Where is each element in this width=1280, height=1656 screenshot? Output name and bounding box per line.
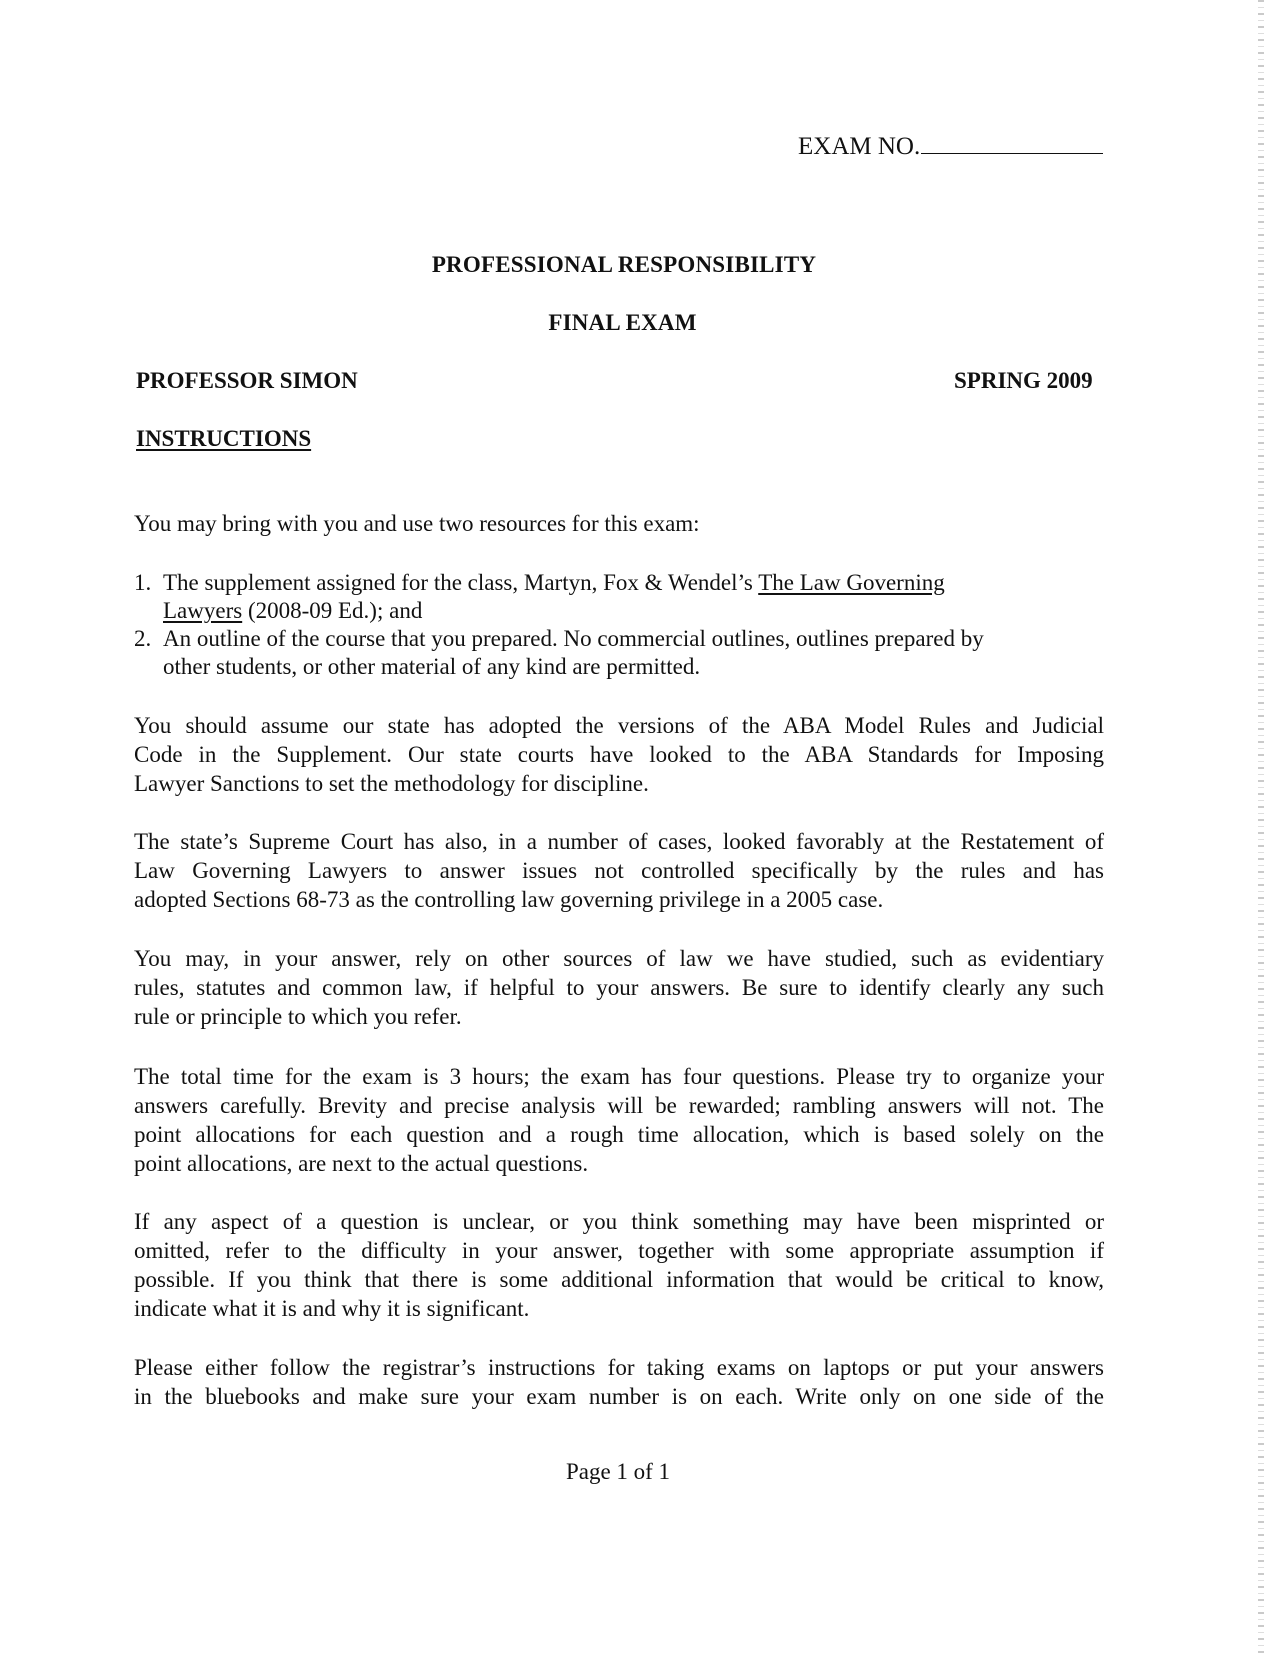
paragraph-unclear [134, 1207, 1104, 1323]
list-item-line [163, 597, 1104, 625]
paragraph-line: rules, statutes and common law, if helpful to your answers. Be sure to identify clearly any such [134, 975, 1104, 1000]
paragraph-line: If any aspect of a question is unclear, or you think something may have been misprinted or [134, 1209, 1104, 1234]
paragraph-line: point allocations for each question and a rough time allocation, which is based solely on the [134, 1122, 1104, 1147]
list-item-text: The supplement assigned for the class, Martyn, Fox & Wendel’s [163, 570, 759, 595]
exam-number-field [798, 133, 1103, 161]
paragraph-line: The state’s Supreme Court has also, in a number of cases, looked favorably at the Restatement of [134, 829, 1104, 854]
book-title: The Law Governing [758, 570, 945, 595]
paragraph-line: You may, in your answer, rely on other sources of law we have studied, such as evidentiary [134, 946, 1104, 971]
paragraph-line: omitted, refer to the difficulty in your answer, together with some appropriate assumption if [134, 1238, 1104, 1263]
exam-term: SPRING 2009 [954, 368, 1093, 393]
list-item [134, 625, 1104, 681]
paragraph-line: The total time for the exam is 3 hours; the exam has four questions. Please try to organize your [134, 1064, 1104, 1089]
instructions-heading: INSTRUCTIONS [136, 426, 312, 451]
page-number: Page 1 of 1 [565, 1459, 671, 1484]
list-item-number: 1. [134, 570, 152, 595]
list-item-line: other students, or other material of any kind are permitted. [163, 654, 701, 679]
resource-list [134, 569, 1104, 681]
paragraph-line: Please either follow the registrar’s instructions for taking exams on laptops or put your answers [134, 1355, 1104, 1380]
instructions-intro: You may bring with you and use two resources for this exam: [134, 511, 700, 536]
paragraph-registrar [134, 1353, 1104, 1411]
paragraph-line: in the bluebooks and make sure your exam number is on each. Write only on one side of the [134, 1384, 1104, 1409]
paragraph-line: rule or principle to which you refer. [134, 1004, 462, 1029]
course-title: PROFESSIONAL RESPONSIBILITY [431, 252, 817, 277]
list-item-line: An outline of the course that you prepared. No commercial outlines, outlines prepared by [163, 626, 984, 651]
list-item-line [163, 569, 1104, 597]
exam-number-blank-line [921, 135, 1103, 154]
scan-edge-artifact [1258, 0, 1264, 1656]
list-item-number: 2. [134, 626, 152, 651]
paragraph-line: answers carefully. Brevity and precise analysis will be rewarded; rambling answers will not. The [134, 1093, 1104, 1118]
paragraph-restatement [134, 827, 1104, 914]
paragraph-other-sources [134, 944, 1104, 1031]
paragraph-time [134, 1062, 1104, 1178]
paragraph-line: Lawyer Sanctions to set the methodology for discipline. [134, 771, 649, 796]
professor-name: PROFESSOR SIMON [136, 368, 358, 393]
paragraph-model-rules [134, 711, 1104, 798]
paragraph-line: possible. If you think that there is some additional information that would be critical to know, [134, 1267, 1104, 1292]
list-item-text: (2008-09 Ed.); and [242, 598, 423, 623]
exam-number-label: EXAM NO. [798, 133, 921, 160]
exam-title: FINAL EXAM [548, 310, 697, 335]
paragraph-line: You should assume our state has adopted the versions of the ABA Model Rules and Judicial [134, 713, 1104, 738]
list-item [134, 569, 1104, 625]
paragraph-line: adopted Sections 68-73 as the controlling law governing privilege in a 2005 case. [134, 887, 884, 912]
book-title-continued: Lawyers [163, 598, 243, 623]
paragraph-line: indicate what it is and why it is significant. [134, 1296, 530, 1321]
paragraph-line: Law Governing Lawyers to answer issues not controlled specifically by the rules and has [134, 858, 1104, 883]
paragraph-line: point allocations, are next to the actual questions. [134, 1151, 589, 1176]
paragraph-line: Code in the Supplement. Our state courts have looked to the ABA Standards for Imposing [134, 742, 1104, 767]
